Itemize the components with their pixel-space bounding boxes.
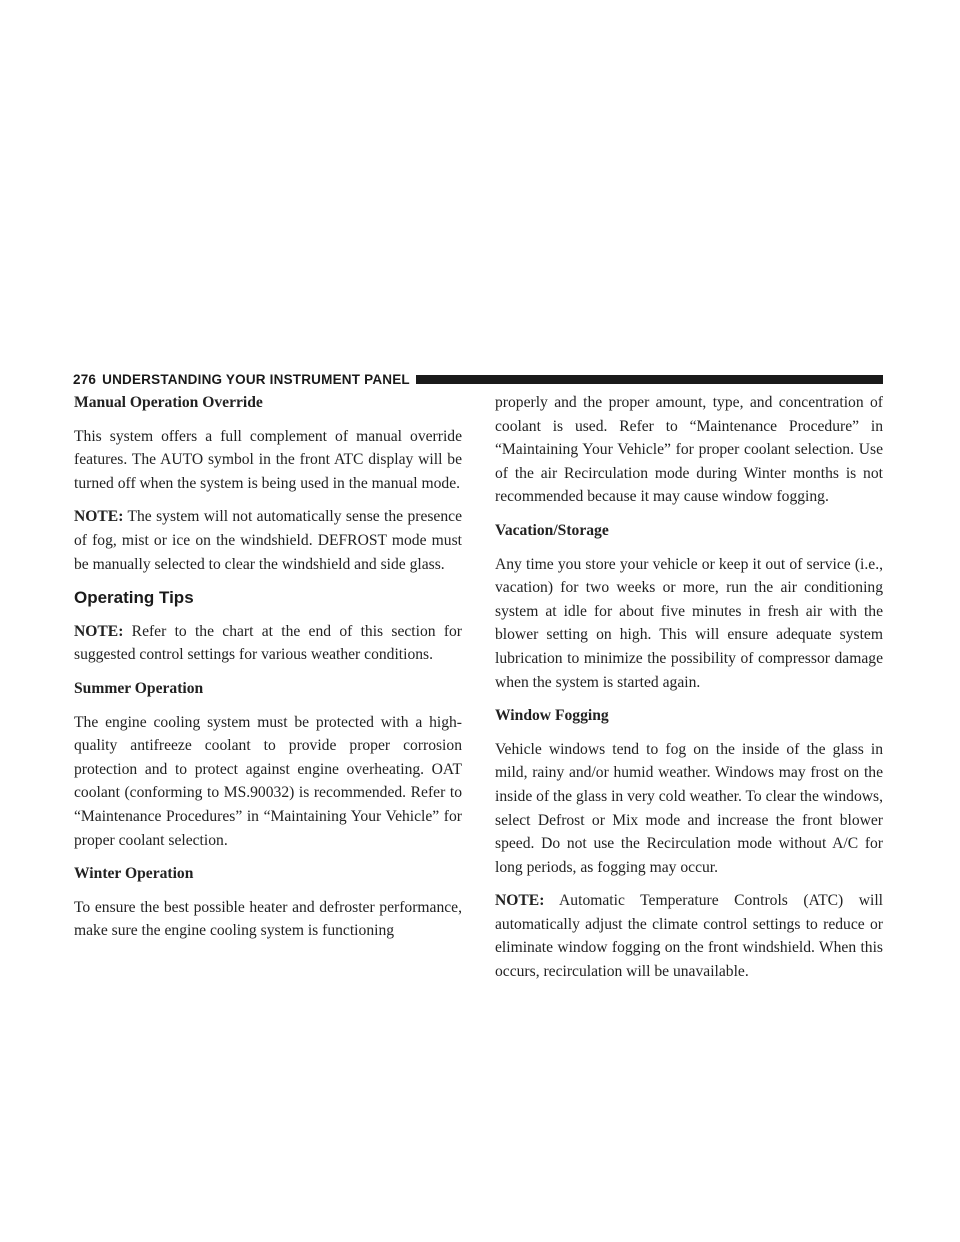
note-label: NOTE: (74, 508, 124, 526)
winter-operation-heading: Winter Operation (74, 865, 194, 883)
page-number: 276 (73, 371, 97, 387)
winter-operation-paragraph: To ensure the best possible heater and defroster performance, make sure the engine cooling system is functioning (74, 898, 462, 940)
note-text: Refer to the chart at the end of this section for suggested control settings for various weather conditions. (74, 622, 463, 664)
manual-override-paragraph: This system offers a full complement of manual override features. The AUTO symbol in the front ATC display will be turned off when the system is being used in the manual mode. (74, 427, 462, 492)
left-column (74, 391, 462, 953)
section-title: UNDERSTANDING YOUR INSTRUMENT PANEL (102, 371, 410, 387)
manual-override-note (74, 505, 462, 576)
winter-operation-continued: properly and the proper amount, type, and concentration of coolant is used. Refer to “Maintenance Procedure” in “Maintaining Your Vehicle” for proper coolant selection. Use of the air Recirculation mode during Winter months is not recommended because it may cause window fogging. (495, 394, 883, 506)
header-rule (416, 375, 883, 384)
right-column (495, 391, 883, 994)
window-fogging-heading: Window Fogging (495, 707, 609, 725)
vacation-storage-paragraph: Any time you store your vehicle or keep it out of service (i.e., vacation) for two weeks or more, run the air conditioning system at idle for about five minutes in fresh air with the blower setting on high. This will ensure adequate system lubrication to minimize the possibility of compressor damage when the system is started again. (495, 555, 883, 691)
note-text: Automatic Temperature Controls (ATC) will automatically adjust the climate control settings to reduce or eliminate window fogging on the front windshield. When this occurs, recirculation will be unavailable. (495, 892, 883, 981)
summer-operation-heading: Summer Operation (74, 679, 204, 697)
summer-operation-paragraph: The engine cooling system must be protected with a high-quality antifreeze coolant to provide proper corrosion protection and to protect against engine overheating. OAT coolant (conforming to MS.90032) is recommended. Refer to “Maintenance Procedures” in “Maintaining Your Vehicle” for proper coolant selection. (74, 713, 462, 849)
operating-tips-heading: Operating Tips (74, 588, 194, 608)
window-fogging-paragraph: Vehicle windows tend to fog on the inside of the glass in mild, rainy and/or humid weather. Windows may frost on the inside of the glass in very cold weather. To clear the windows, select Defrost or Mix mode and increase the front blower speed. Do not use the Recirculation mode without A/C for long periods, as fogging may occur. (495, 740, 883, 876)
manual-override-heading: Manual Operation Override (74, 394, 263, 411)
note-text: The system will not automatically sense the presence of fog, mist or ice on the windshield. DEFROST mode must be manually selected to clear the windshield and side glass. (74, 508, 462, 573)
vacation-storage-heading: Vacation/Storage (495, 521, 609, 539)
note-label: NOTE: (74, 622, 124, 640)
operating-tips-note (74, 620, 462, 667)
page-header (73, 368, 883, 390)
window-fogging-note (495, 889, 883, 983)
note-label: NOTE: (495, 892, 545, 910)
